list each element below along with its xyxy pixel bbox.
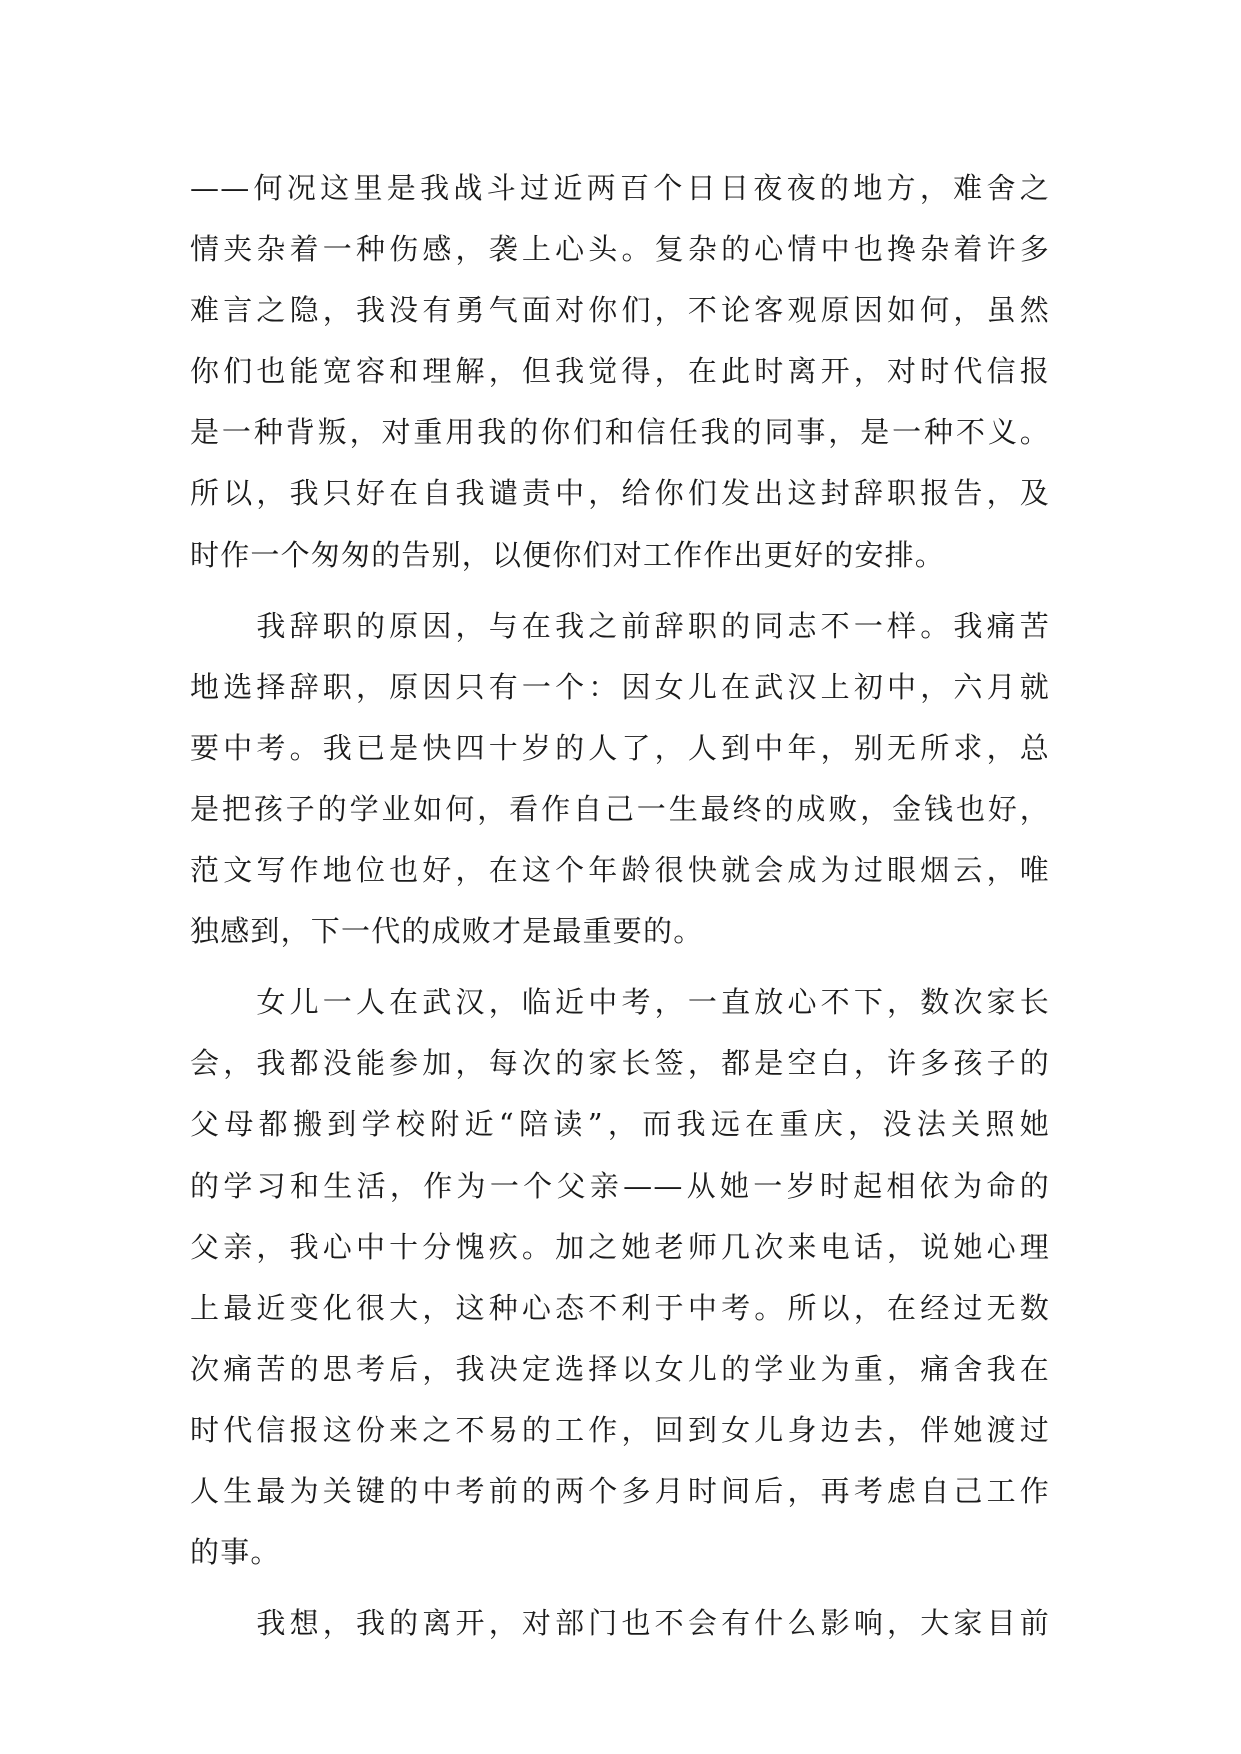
paragraph-3 (190, 972, 1050, 1583)
text-line: 是一种背叛，对重用我的你们和信任我的同事，是一种不义。 (190, 415, 1050, 450)
text-line: 独感到，下一代的成败才是最重要的。 (190, 914, 704, 949)
paragraph-2 (190, 596, 1050, 963)
paragraph-spacer (190, 962, 1050, 972)
text-line: 的事。 (190, 1535, 281, 1570)
text-line: 所以，我只好在自我谴责中，给你们发出这封辞职报告，及 (190, 476, 1050, 511)
text-line: 情夹杂着一种伤感，袭上心头。复杂的心情中也搀杂着许多 (190, 232, 1050, 267)
text-line: 上最近变化很大，这种心态不利于中考。所以，在经过无数 (190, 1290, 1050, 1325)
text-line: 的学习和生活，作为一个父亲——从她一岁时起相依为命的 (190, 1168, 1050, 1203)
text-line: 范文写作地位也好，在这个年龄很快就会成为过眼烟云，唯 (190, 853, 1050, 888)
text-line: 时作一个匆匆的告别，以便你们对工作作出更好的安排。 (190, 537, 946, 572)
text-line: 地选择辞职，原因只有一个：因女儿在武汉上初中，六月就 (190, 669, 1050, 704)
text-line: 人生最为关键的中考前的两个多月时间后，再考虑自己工作 (190, 1473, 1050, 1508)
paragraph-spacer (190, 586, 1050, 596)
paragraph-spacer (190, 1583, 1050, 1593)
text-line: ——何况这里是我战斗过近两百个日日夜夜的地方，难舍之 (190, 171, 1050, 205)
text-line: 父亲，我心中十分愧疚。加之她老师几次来电话，说她心理 (190, 1229, 1050, 1264)
text-line: 你们也能宽容和理解，但我觉得，在此时离开，对时代信报 (190, 354, 1050, 389)
paragraph-4 (190, 1593, 1050, 1654)
text-line: 时代信报这份来之不易的工作，回到女儿身边去，伴她渡过 (190, 1412, 1050, 1447)
text-line: 次痛苦的思考后，我决定选择以女儿的学业为重，痛舍我在 (190, 1351, 1050, 1386)
text-line: 父母都搬到学校附近“陪读”，而我远在重庆，没法关照她 (190, 1107, 1050, 1142)
paragraph-1 (190, 158, 1050, 586)
text-line: 我想，我的离开，对部门也不会有什么影响，大家目前 (190, 1606, 1050, 1641)
text-line: 我辞职的原因，与在我之前辞职的同志不一样。我痛苦 (190, 608, 1050, 643)
text-line: 会，我都没能参加，每次的家长签，都是空白，许多孩子的 (190, 1046, 1050, 1081)
text-line: 难言之隐，我没有勇气面对你们，不论客观原因如何，虽然 (190, 293, 1050, 328)
text-line: 是把孩子的学业如何，看作自己一生最终的成败，金钱也好， (190, 791, 1050, 826)
text-line: 要中考。我已是快四十岁的人了，人到中年，别无所求，总 (190, 730, 1050, 765)
text-line: 女儿一人在武汉，临近中考，一直放心不下，数次家长 (190, 985, 1050, 1020)
body-text (190, 158, 1050, 1654)
